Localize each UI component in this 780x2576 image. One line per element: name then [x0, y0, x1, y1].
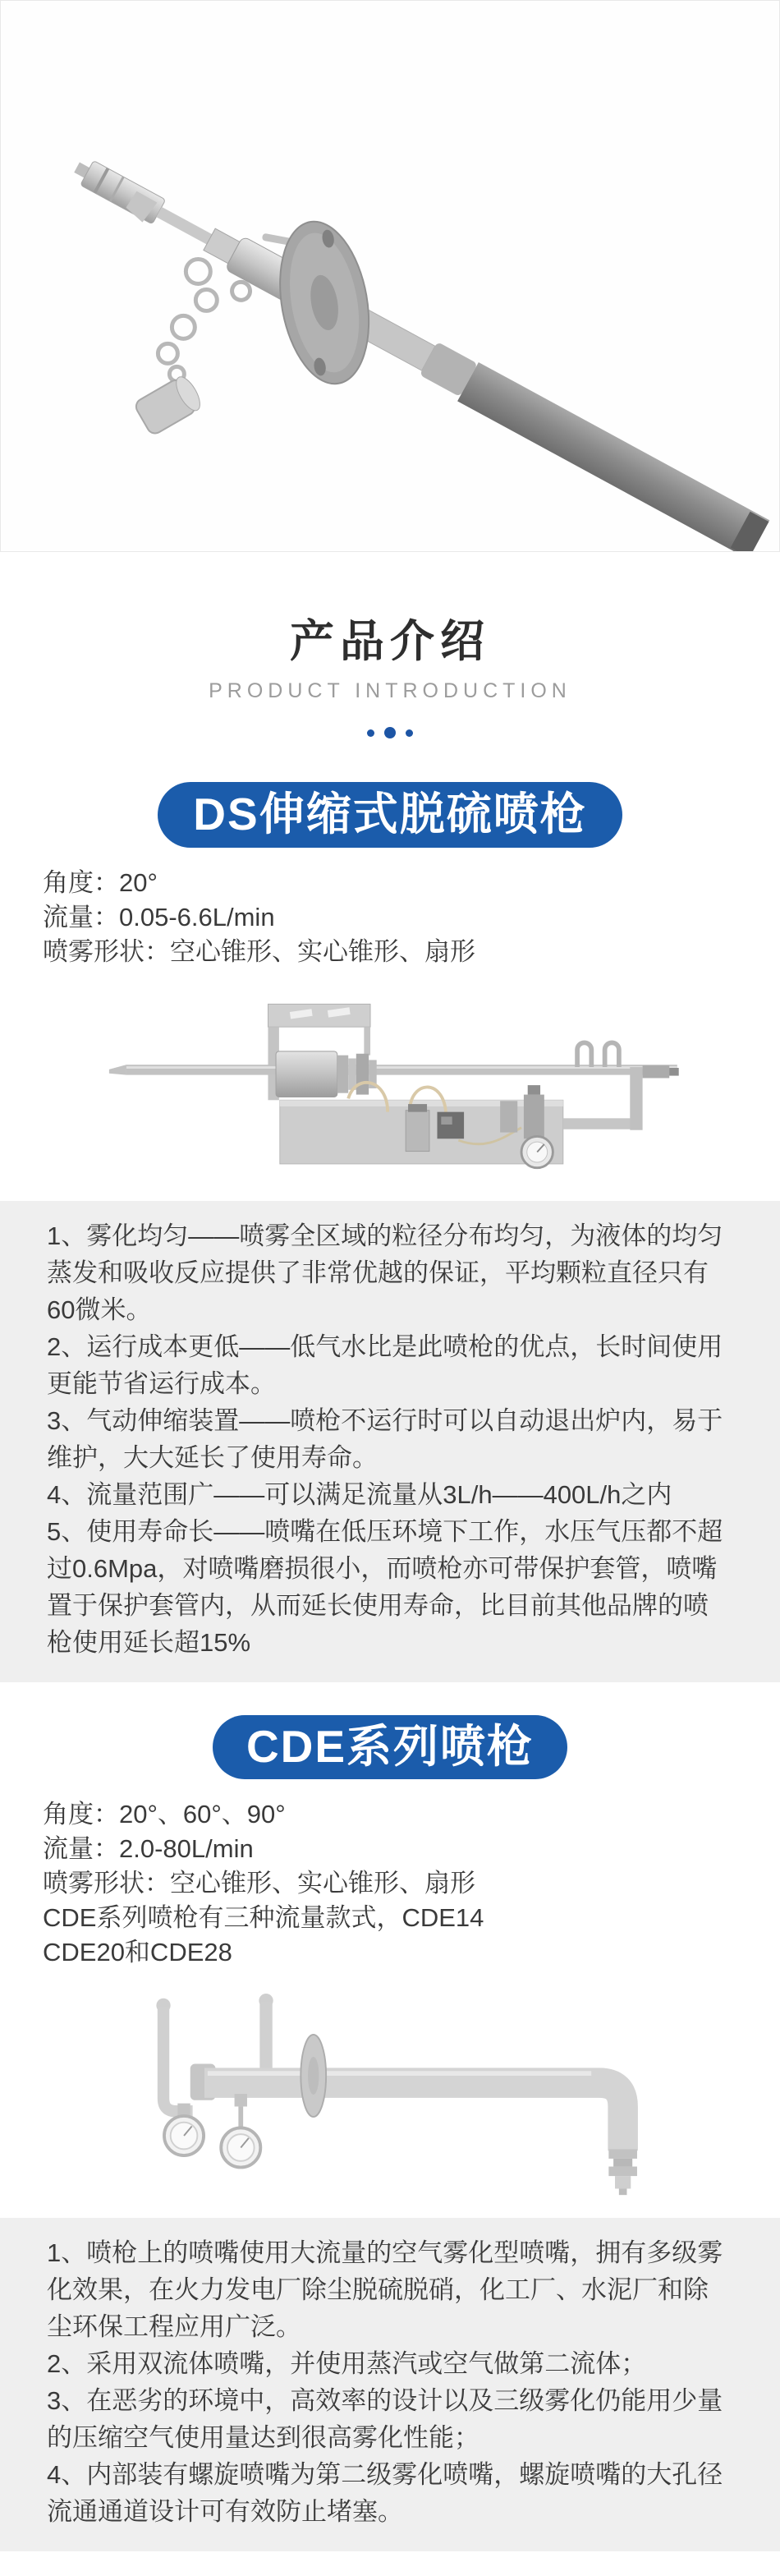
page-title: 产品介绍: [290, 617, 490, 666]
dot-icon: [406, 729, 413, 737]
feature-item: 3、气动伸缩装置——喷枪不运行时可以自动退出炉内，易于维护，大大延长了使用寿命。: [47, 1406, 723, 1472]
ds-specs: [43, 866, 780, 969]
spec-line: 喷雾形状：空心锥形、实心锥形、扇形: [43, 937, 475, 966]
dot-icon: [384, 727, 396, 738]
ds-product-photo: [0, 992, 780, 1181]
feature-item: 4、内部装有螺旋喷嘴为第二级雾化喷嘴，螺旋喷嘴的大孔径流通通道设计可有效防止堵塞。: [47, 2460, 723, 2526]
cde-title-pill: CDE系列喷枪: [213, 1715, 567, 1779]
ds-title-pill: DS伸缩式脱硫喷枪: [158, 782, 622, 848]
feature-item: 2、运行成本更低——低气水比是此喷枪的优点，长时间使用更能节省运行成本。: [47, 1332, 723, 1398]
spec-line: 角度：20°: [43, 868, 158, 897]
spec-line: 角度：20°、60°、90°: [43, 1800, 286, 1828]
feature-item: 5、使用寿命长——喷嘴在低压环境下工作，水压气压都不超过0.6Mpa，对喷嘴磨损很小，而喷枪亦可带保护套管，喷嘴置于保护套管内，从而延长使用寿命，比目前其他品牌的喷枪使用延长超15%: [47, 1517, 723, 1657]
cde-specs: [43, 1797, 780, 1970]
cde-product-photo: [0, 1993, 780, 2198]
cde-section: [0, 1715, 780, 2551]
decorative-dots: [0, 726, 780, 739]
feature-item: 2、采用双流体喷嘴，并使用蒸汽或空气做第二流体；: [47, 2349, 647, 2378]
lance-product-photo: [1, 1, 779, 551]
feature-item: 1、喷枪上的喷嘴使用大流量的空气雾化型喷嘴，拥有多级雾化效果，在火力发电厂除尘脱硫脱硝，化工厂、水泥厂和除尘环保工程应用广泛。: [47, 2238, 723, 2341]
page-subtitle: PRODUCT INTRODUCTION: [209, 679, 571, 702]
spec-line: 喷雾形状：空心锥形、实心锥形、扇形: [43, 1869, 475, 1898]
spec-line: 流量：0.05-6.6L/min: [43, 903, 275, 932]
feature-item: 4、流量范围广——可以满足流量从3L/h——400L/h之内: [47, 1480, 672, 1509]
ds-section: [0, 782, 780, 1682]
ds-feature-list: [0, 1201, 780, 1682]
spec-line: CDE20和CDE28: [43, 1938, 232, 1966]
hero-photo-section: [0, 0, 780, 552]
footer-whitespace: [0, 2551, 780, 2576]
spec-line: CDE系列喷枪有三种流量款式，CDE14: [43, 1903, 484, 1932]
dot-icon: [367, 729, 374, 737]
feature-item: 3、在恶劣的环境中，高效率的设计以及三级雾化仍能用少量的压缩空气使用量达到很高雾化性能；: [47, 2386, 723, 2452]
feature-item: 1、雾化均匀——喷雾全区域的粒径分布均匀，为液体的均匀蒸发和吸收反应提供了非常优越的保证，平均颗粒直径只有60微米。: [47, 1221, 723, 1324]
cde-feature-list: [0, 2218, 780, 2551]
spec-line: 流量：2.0-80L/min: [43, 1834, 254, 1863]
